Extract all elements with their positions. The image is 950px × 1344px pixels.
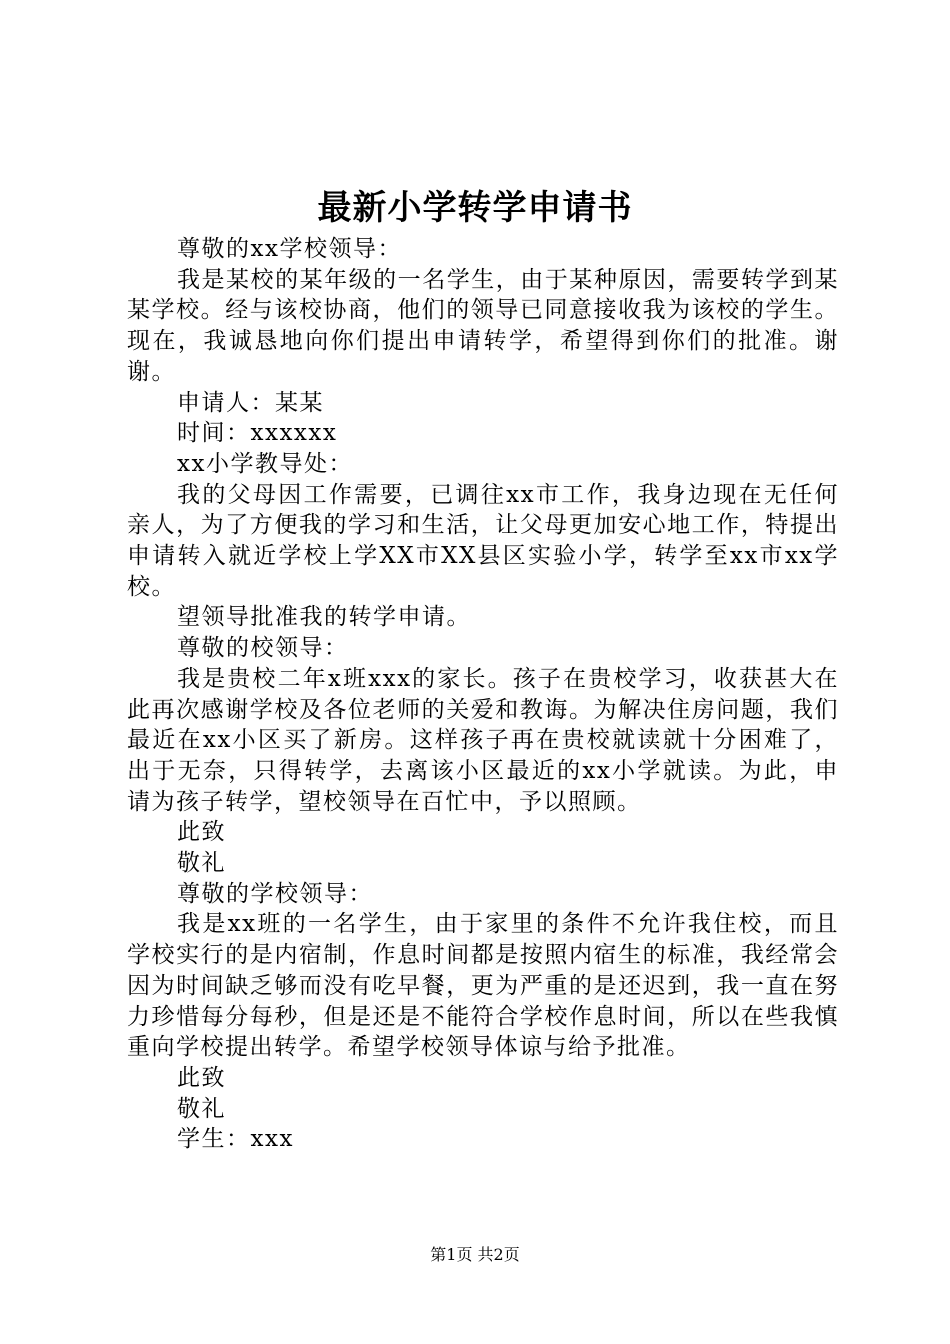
document-body — [127, 234, 839, 1155]
salutation-1: 尊敬的xx学校领导： — [177, 236, 402, 262]
closing-jingli-2: 敬礼 — [177, 1095, 226, 1122]
page-number: 第1页 共2页 — [430, 1245, 520, 1264]
letter-2-body: 我的父母因工作需要，已调往xx市工作，我身边现在无任何亲人，为了方便我的学习和生活，让父母更加安心地工作，特提出申请转入就近学校上学XX市XX县区实验小学，转学至xx市xx学校。 — [127, 481, 839, 600]
student-signature: 学生：xxx — [177, 1126, 294, 1153]
salutation-2: xx小学教导处： — [177, 450, 353, 477]
salutation-4: 尊敬的学校领导： — [177, 880, 373, 907]
closing-cizhi-2: 此致 — [177, 1064, 226, 1091]
salutation-3: 尊敬的校领导： — [177, 635, 349, 662]
applicant-line: 申请人：某某 — [177, 389, 324, 416]
document-title: 最新小学转学申请书 — [317, 188, 633, 228]
date-line: 时间：xxxxxx — [177, 420, 338, 447]
closing-cizhi-1: 此致 — [177, 819, 226, 846]
closing-jingli-1: 敬礼 — [177, 850, 226, 877]
letter-4-body: 我是xx班的一名学生，由于家里的条件不允许我住校，而且学校实行的是内宿制，作息时间都是按照内宿生的标准，我经常会因为时间缺乏够而没有吃早餐，更为严重的是还迟到，我一直在努力珍惜每分每秒，但是还是不能符合学校作息时间，所以在些我慎重向学校提出转学。希望学校领导体谅与给予批准。 — [127, 911, 839, 1061]
letter-2-closing: 望领导批准我的转学申请。 — [177, 604, 471, 631]
letter-1-body: 我是某校的某年级的一名学生，由于某种原因，需要转学到某某学校。经与该校协商，他们的领导已同意接收我为该校的学生。现在，我诚恳地向你们提出申请转学，希望得到你们的批准。谢谢。 — [127, 266, 839, 385]
letter-3-body: 我是贵校二年x班xxx的家长。孩子在贵校学习，收获甚大在此再次感谢学校及各位老师的关爱和教诲。为解决住房问题，我们最近在xx小区买了新房。这样孩子再在贵校就读就十分困难了，出于无奈，只得转学，去离该小区最近的xx小学就读。为此，申请为孩子转学，望校领导在百忙中，予以照顾。 — [127, 665, 839, 815]
